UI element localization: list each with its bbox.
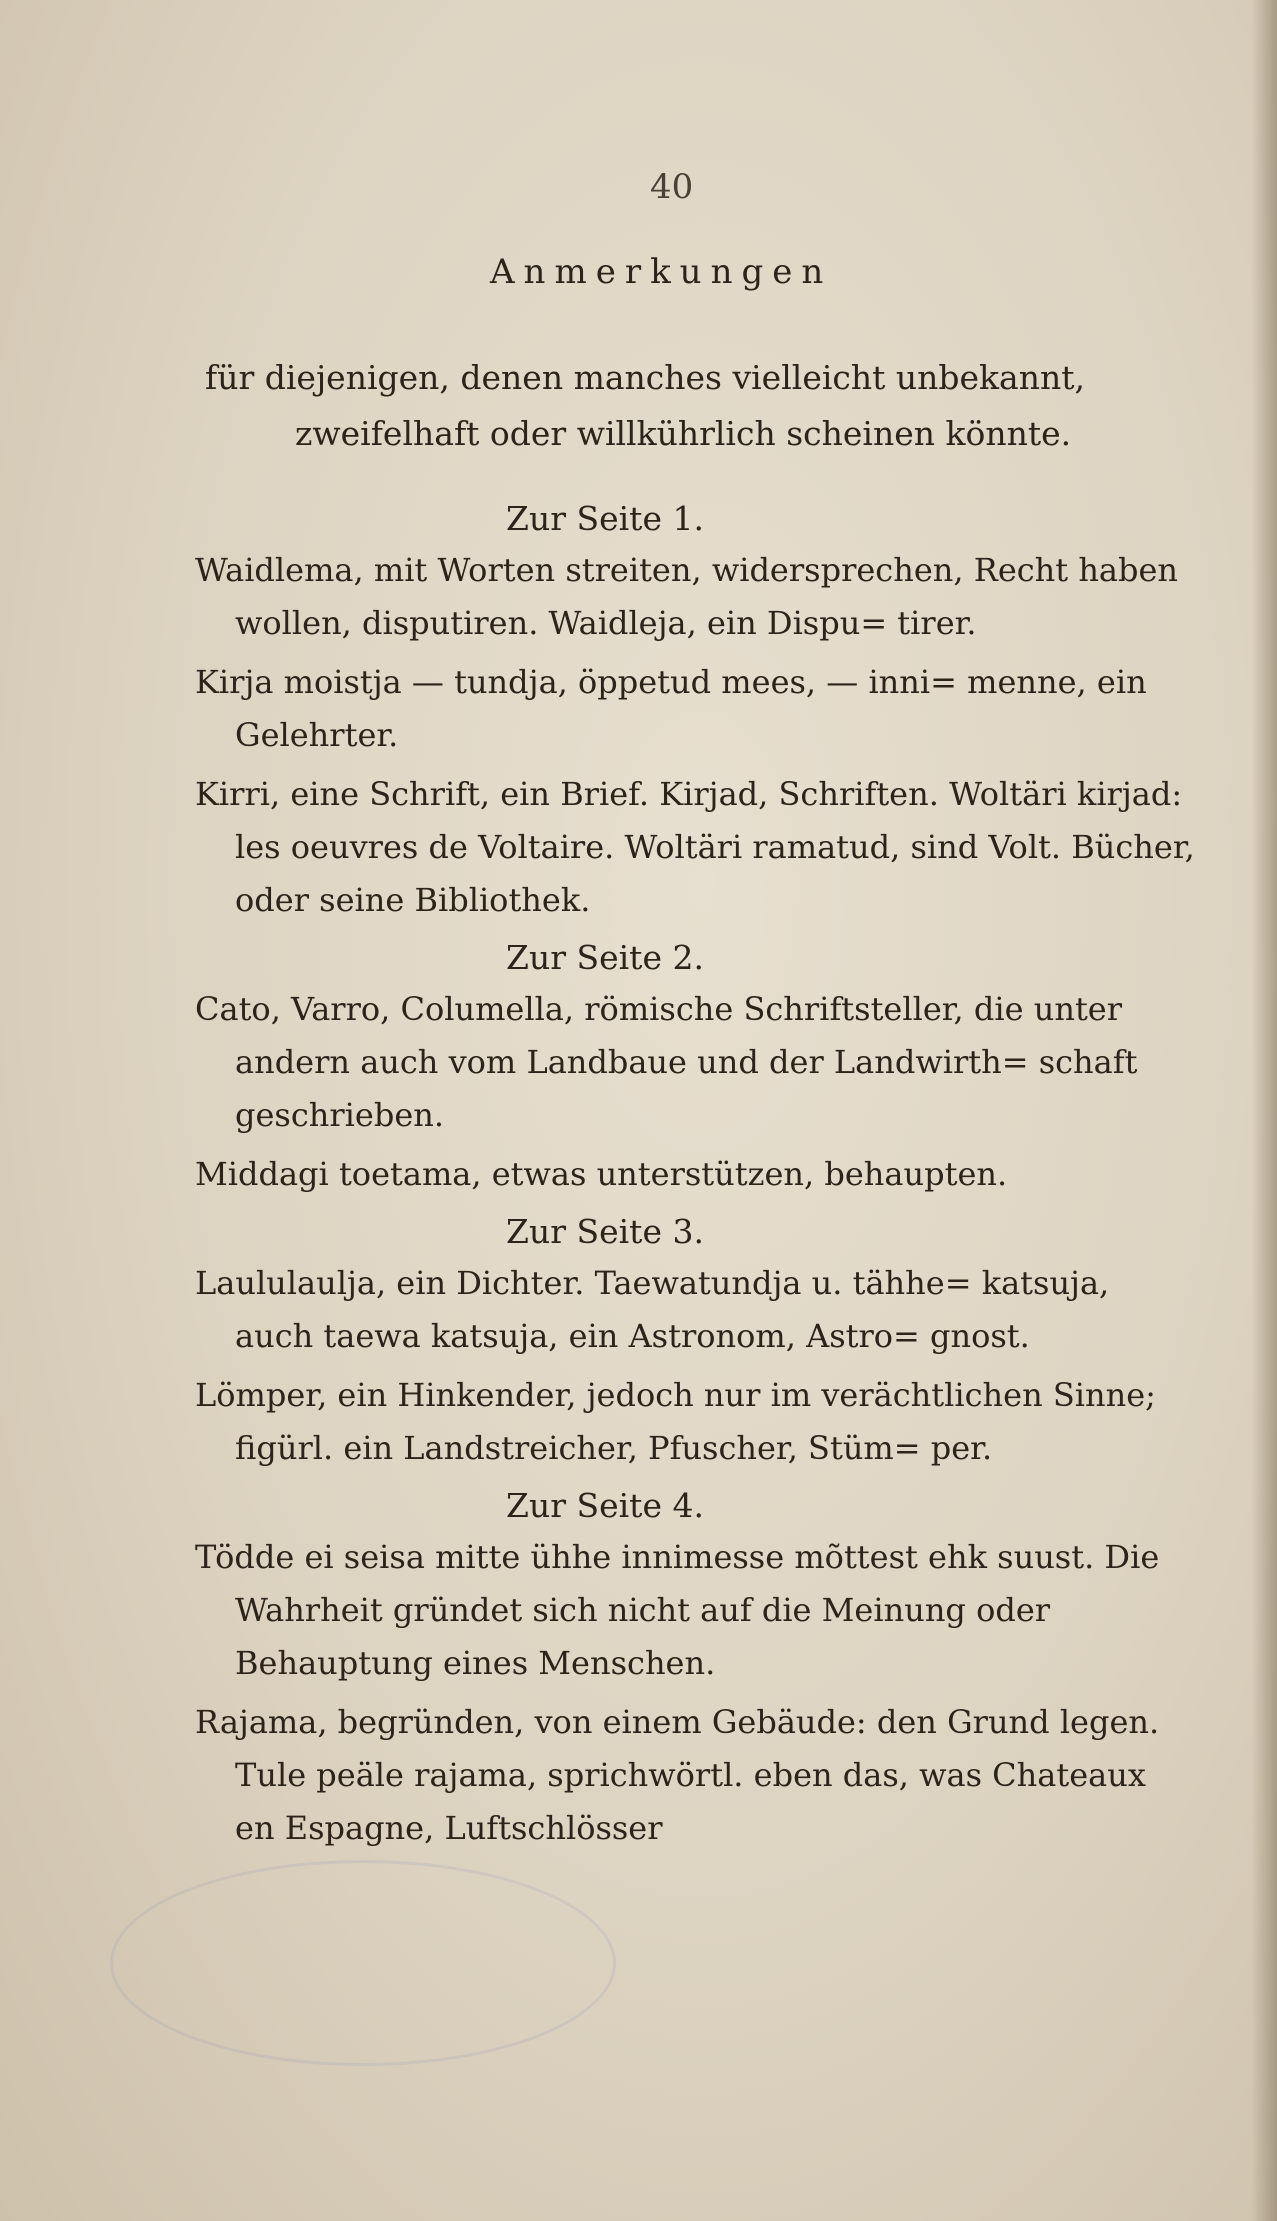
section-seite-4 <box>195 1481 1195 1855</box>
section-title: Zur Seite 1. <box>506 499 704 538</box>
section-title: Zur Seite 2. <box>506 938 704 977</box>
intro-line-2: zweifelhaft oder willkührlich scheinen könnte. <box>295 414 1072 453</box>
section-title: Zur Seite 4. <box>506 1486 704 1525</box>
library-stamp <box>110 1860 616 2066</box>
intro-text <box>205 350 1165 462</box>
annotation-sections <box>195 490 1195 1861</box>
entry: Tödde ei seisa mitte ühhe innimesse mõttest ehk suust. Die Wahrheit gründet sich nicht auf die Meinung oder Behauptung eines Menschen. <box>195 1538 1160 1682</box>
entry: Rajama, begründen, von einem Gebäude: den Grund legen. Tule peäle rajama, sprichwörtl. eben das, was Chateaux en Espagne, Luftschlösser <box>195 1703 1160 1847</box>
entry: Waidlema, mit Worten streiten, widersprechen, Recht haben wollen, disputiren. Waidleja, ein Dispu= tirer. <box>195 551 1179 642</box>
entry: Kirja moistja — tundja, öppetud mees, — inni= menne, ein Gelehrter. <box>195 663 1147 754</box>
entry: Cato, Varro, Columella, römische Schriftsteller, die unter andern auch vom Landbaue und der Landwirth= schaft geschrieben. <box>195 990 1138 1134</box>
section-title: Zur Seite 3. <box>506 1212 704 1251</box>
entry: Middagi toetama, etwas unterstützen, behaupten. <box>195 1155 1008 1193</box>
entry: Kirri, eine Schrift, ein Brief. Kirjad, Schriften. Woltäri kirjad: les oeuvres de Voltaire. Woltäri ramatud, sind Volt. Bücher, oder seine Bibliothek. <box>195 775 1195 919</box>
entry: Lömper, ein Hinkender, jedoch nur im verächtlichen Sinne; figürl. ein Landstreicher, Pfuscher, Stüm= per. <box>195 1376 1156 1467</box>
entry: Laululaulja, ein Dichter. Taewatundja u. tähhe= katsuja, auch taewa katsuja, ein Astronom, Astro= gnost. <box>195 1264 1110 1355</box>
page-number: 40 <box>650 167 694 207</box>
section-seite-3 <box>195 1207 1195 1475</box>
section-seite-1 <box>195 494 1195 927</box>
page-edge-shadow <box>1251 0 1277 2221</box>
intro-line-1: für diejenigen, denen manches vielleicht unbekannt, <box>205 358 1085 397</box>
section-seite-2 <box>195 933 1195 1201</box>
page-heading: Anmerkungen <box>490 252 833 292</box>
